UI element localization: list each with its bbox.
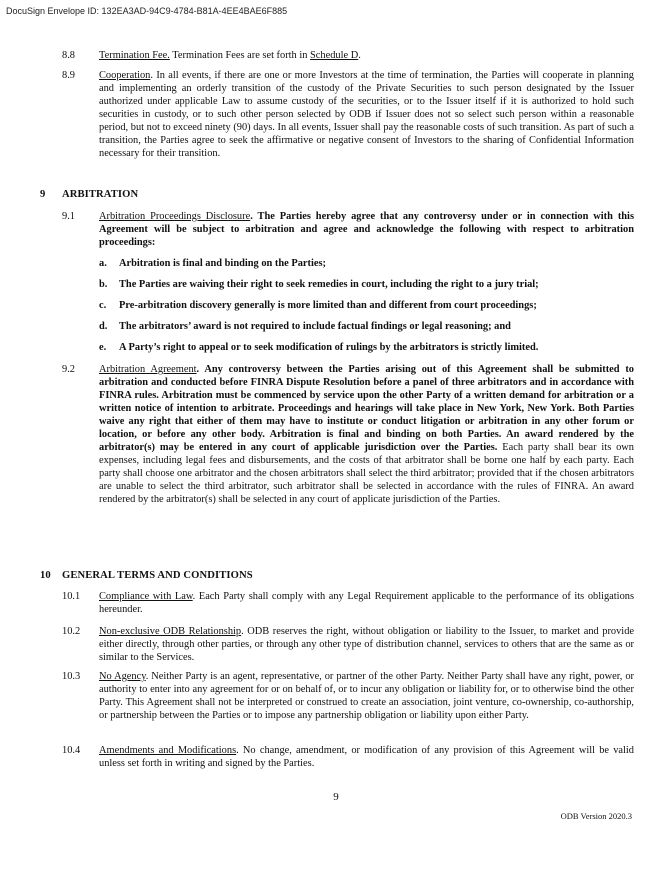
page-number: 9 — [333, 791, 339, 803]
section-8-8-text: Termination Fees are set forth in — [169, 50, 311, 61]
section-number-8-9: 8.9 — [62, 70, 75, 81]
section-number-9-2: 9.2 — [62, 364, 75, 375]
section-8-9-text: . In all events, if there are one or more Investors at the time of termination, the Parties will cooperate in planning and implementing an orderly transition of the custody of the Private Securities to such person designated by the Issuer authorized under applicable Law to assume custody of the securities, or to the Issuer itself if it is authorized to hold such securities in custody, or to such other person selected by ODB if Issuer does not so select such person within a reasonable period, but not to exceed ninety (90) days. In all events, Issuer shall pay the reasonable costs of such transition. As part of such a transition, the Parties agree to seek the affirmative or negative consent of Investors to the sharing of Confidential Information necessary for their transition. — [99, 70, 634, 159]
section-10-1-title: Compliance with Law — [99, 591, 193, 602]
section-8-8 — [99, 49, 634, 62]
list-item-letter: e. — [99, 342, 107, 353]
section-9-1-title: Arbitration Proceedings Disclosure — [99, 211, 251, 222]
section-9-2 — [99, 363, 634, 506]
schedule-d-link: Schedule D — [310, 50, 359, 61]
section-8-8-end: . — [358, 50, 361, 61]
section-10-1 — [99, 590, 634, 616]
list-item-letter: c. — [99, 300, 107, 311]
section-number-9: 9 — [40, 189, 46, 200]
list-item-letter: b. — [99, 279, 108, 290]
section-8-9 — [99, 69, 634, 160]
section-8-8-title: Termination Fee. — [99, 50, 170, 61]
list-item: The Parties are waiving their right to seek remedies in court, including the right to a jury trial; — [119, 279, 539, 290]
section-9-1-text: . The Parties hereby agree that any controversy under or in connection with this Agreement will be subject to arbitration and agree and acknowledge the following with respect to arbitration proceedings: — [99, 211, 634, 248]
list-item: A Party’s right to appeal or to seek modification of rulings by the arbitrators is strictly limited. — [119, 342, 539, 353]
section-number-10-1: 10.1 — [62, 591, 81, 602]
section-number-10-4: 10.4 — [62, 745, 81, 756]
list-item-letter: d. — [99, 321, 108, 332]
section-number-8-8: 8.8 — [62, 50, 75, 61]
list-item-letter: a. — [99, 258, 107, 269]
section-10-4-title: Amendments and Modifications — [99, 745, 237, 756]
section-10-3 — [99, 670, 634, 722]
section-10-2 — [99, 625, 634, 664]
section-9-2-bold-text: . Any controversy between the Parties arising out of this Agreement shall be submitted to arbitration and conducted before FINRA Dispute Resolution before a panel of three arbitrators and in accordance with FINRA rules. Arbitration must be commenced by service upon the other Party of a written demand for arbitration or a written notice of intention to arbitrate. Proceedings and hearings will take place in New York, New York. Both Parties waive any right that either of them may have to institute or conduct litigation or arbitration in any other forum or location, or before any other body. Arbitration is final and binding on both Parties. An award rendered by the arbitrator(s) may be entered in any court of applicable jurisdiction over the Parties. — [99, 364, 634, 453]
list-item: The arbitrators’ award is not required to include factual findings or legal reasoning; and — [119, 321, 511, 332]
section-10-heading: GENERAL TERMS AND CONDITIONS — [62, 570, 253, 581]
section-10-2-text: . ODB reserves the right, without obligation or liability to the Issuer, to market and provide either directly, through other parties, or through any other type of distribution channel, services to others that are the same as or similar to the Services. — [99, 626, 634, 663]
list-item: Pre-arbitration discovery generally is more limited than and different from court proceedings; — [119, 300, 537, 311]
section-number-10-2: 10.2 — [62, 626, 81, 637]
docusign-envelope-id: DocuSign Envelope ID: 132EA3AD-94C9-4784-B81A-4EE4BAE6F885 — [6, 6, 288, 16]
version-label: ODB Version 2020.3 — [560, 811, 632, 821]
section-8-9-title: Cooperation — [99, 70, 151, 81]
section-9-1 — [99, 210, 634, 249]
section-10-1-text: . Each Party shall comply with any Legal Requirement applicable to the performance of its obligations hereunder. — [99, 591, 634, 615]
section-number-10-3: 10.3 — [62, 671, 81, 682]
section-10-3-title: No Agency — [99, 671, 146, 682]
section-9-2-text: Each party shall bear its own expenses, including legal fees and disbursements, and the costs of that arbitrator shall be borne one half by each party. Each party shall choose one arbitrator and the chosen arbitrators shall select the third arbitrator; provided that if the chosen arbitrators are unable to select the third arbitrator, such arbitrator shall be selected in accordance with the rules of FINRA. An award rendered by the arbitrator(s) shall be selected in any court of applicate jurisdiction of the Parties. — [99, 442, 635, 505]
section-number-10: 10 — [40, 570, 51, 581]
section-9-2-title: Arbitration Agreement — [99, 364, 197, 375]
section-10-4-text: . No change, amendment, or modification of any provision of this Agreement will be valid unless set forth in writing and signed by the Parties. — [99, 745, 635, 769]
section-10-3-text: . Neither Party is an agent, representative, or partner of the other Party. Neither Party shall have any right, power, or authority to enter into any agreement for or on behalf of, or to incur any obligation or liability for, or to otherwise bind the other Party. This Agreement shall not be interpreted or construed to create an association, joint venture, co-ownership, co-authorship, or partnership between the Parties or to impose any partnership obligation or liability upon either Party. — [99, 671, 634, 721]
section-9-heading: ARBITRATION — [62, 189, 139, 200]
section-10-2-title: Non-exclusive ODB Relationship — [99, 626, 242, 637]
list-item: Arbitration is final and binding on the Parties; — [119, 258, 326, 269]
section-number-9-1: 9.1 — [62, 211, 75, 222]
section-10-4 — [99, 744, 634, 770]
